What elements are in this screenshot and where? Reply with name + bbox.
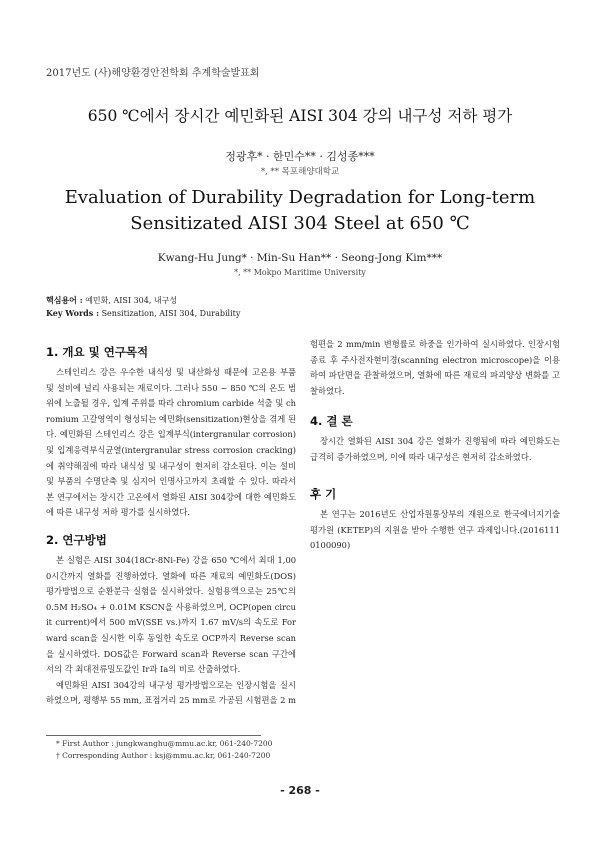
english-keywords	[46, 307, 240, 320]
english-authors: Kwang-Hu Jung* · Min-Su Han** · Seong-Jong Kim***	[157, 252, 443, 264]
section-2-body-2-continued: 험편을 2 mm/min 변형률로 하중을 인가하여 실시하였다. 인장시험 종료 후 주사전자현미경(scanning electron microscope)을 이용하여 파단면을 관찰하였으며, 열화에 따른 재료의 파괴양상 변화를 고찰하였다.	[310, 339, 560, 396]
korean-affiliation: *, ** 목포해양대학교	[260, 167, 340, 177]
footnote-divider	[46, 735, 261, 736]
english-keywords-text: Sensitization, AISI 304, Durability	[101, 309, 241, 318]
section-2-body-2: 예민화된 AISI 304강의 내구성 평가방법으로는 인장시험을 실시하였으며, 평행부 55 mm, 표점거리 25 mm로 가공된 시험편을 2 m	[46, 679, 296, 706]
english-title: Evaluation of Durability Degradation for Long-term Sensitizated AISI 304 Steel at 650 ℃	[64, 187, 536, 234]
korean-authors: 정광후* · 한민수** · 김성종***	[225, 150, 375, 163]
english-affiliation: *, ** Mokpo Maritime University	[234, 268, 366, 277]
korean-keywords	[46, 294, 240, 307]
acknowledgement-title: 후 기	[310, 487, 337, 501]
korean-title: 650 ℃에서 장시간 예민화된 AISI 304 강의 내구성 저하 평가	[87, 107, 513, 125]
section-1-title: 1. 개요 및 연구목적	[46, 345, 149, 359]
section-2-body-1: 본 실험은 AISI 304(18Cr-8Ni-Fe) 강을 650 ℃에서 최대 1,000시간까지 열화를 진행하였다. 열화에 따른 재료의 예민화도(DOS) 평가방법으로 순환분극 실험을 실시하였다. 실험용액으로는 25℃의 0.5M H₂SO₄ + 0.01M KSCN을 사용하였으며, OCP(open circuit current)에서 500 mV(SSE vs.)까지 1.67 mV/s의 속도로 Forward scan을 실시한 이후 동일한 속도로 OCP까지 Reverse scan을 실시하였다. DOS값은 Forward scan과 Reverse scan 구간에서의 각 최대전류밀도값인 Ir과 Ia의 비로 산출하였다.	[46, 555, 296, 675]
section-2-title: 2. 연구방법	[46, 533, 107, 547]
page-number: - 268 -	[280, 784, 320, 797]
acknowledgement	[310, 486, 560, 554]
section-4-body: 장시간 열화된 AISI 304 강은 열화가 진행됨에 따라 예민화도는 급격히 증가하였으며, 이에 따라 내구성은 현저히 감소하였다.	[310, 436, 560, 462]
section-2-continued	[310, 337, 560, 399]
conference-header: 2017년도 (사)해양환경안전학회 추계학술발표회	[46, 68, 260, 79]
korean-keywords-label: 핵심용어 :	[46, 295, 83, 305]
keywords-block	[46, 294, 240, 320]
section-4	[310, 413, 560, 465]
korean-keywords-text: 예민화, AISI 304, 내구성	[85, 296, 178, 305]
footnotes	[56, 738, 272, 762]
acknowledgement-body: 본 연구는 2016년도 산업자원통상부의 재원으로 한국에너지기술평가원 (KETEP)의 지원을 받아 수행한 연구 과제입니다.(20161110100090)	[310, 509, 560, 551]
section-1-body: 스테인리스 강은 우수한 내식성 및 내산화성 때문에 고온용 부품 및 설비에 널리 사용되는 재료이다. 그러나 550 ~ 850 ℃의 온도 범위에 노출될 경우, 입계 주위를 따라 chromium carbide 석출 및 chromium 고갈영역이 형성되는 예민화(sensitization)현상을 겪게 된다. 예민화된 스테인리스 강은 입계부식(intergranular corrosion) 및 입계응력부식균열(intergranular stress corrosion cracking)에 취약해짐에 따라 내식성 및 내구성이 현저히 감소된다. 이는 설비 및 부품의 수명단축 및 심지어 인명사고까지 초래할 수 있다. 따라서 본 연구에서는 장시간 고온에서 열화된 AISI 304강에 대한 예민화도에 따른 내구성 저하 평가를 실시하였다.	[46, 367, 296, 518]
section-2	[46, 532, 296, 709]
first-author-footnote: * First Author : jungkwanghu@mmu.ac.kr, 061-240-7200	[56, 739, 273, 748]
section-1	[46, 344, 296, 521]
corresponding-author-footnote: † Corresponding Author : ksj@mmu.ac.kr, 061-240-7200	[56, 751, 271, 760]
english-keywords-label: Key Words :	[46, 308, 100, 318]
section-4-title: 4. 결 론	[310, 414, 353, 428]
